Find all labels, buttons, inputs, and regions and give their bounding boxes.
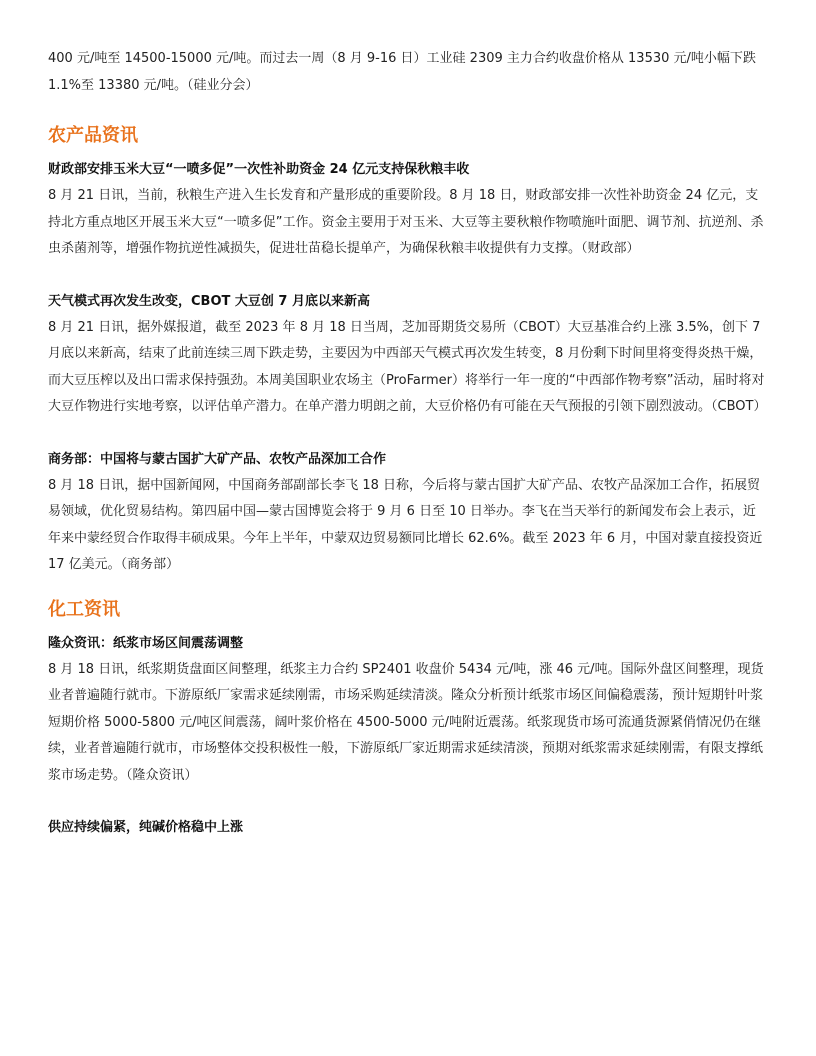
section-chemical [48, 595, 768, 842]
article-title: 财政部安排玉米大豆“一喷多促”一次性补助资金 24 亿元支持保秋粮丰收 [48, 162, 470, 177]
article-title: 隆众资讯：纸浆市场区间震荡调整 [48, 635, 244, 651]
article-title: 商务部：中国将与蒙古国扩大矿产品、农牧产品深加工合作 [48, 451, 387, 467]
article-body: 8 月 21 日讯，据外媒报道，截至 2023 年 8 月 18 日当周，芝加哥期货交易所（CBOT）大豆基准合约上涨 3.5%，创下 7 月底以来新高，结束了此前连续三周下跌走势，主要因为中西部天气模式再次发生转变，8 月份剩下时间里将变得炎热干燥，而大豆压榨以及出口需求保持强劲。本周美国职业农场主（ProFarmer）将举行一年一度的“中西部作物考察”活动，届时将对大豆作物进行实地考察，以评估单产潜力。在单产潜力明朗之前，大豆价格仍有可能在天气预报的引领下剧烈波动。（CBOT） [48, 319, 767, 414]
article-title: 供应持续偏紧，纯碱价格稳中上涨 [48, 820, 244, 835]
intro-paragraph: 400 元/吨至 14500-15000 元/吨。而过去一周（8 月 9-16 日）工业硅 2309 主力合约收盘价格从 13530 元/吨小幅下跌 1.1%至 13380 元/吨。（硅业分会） [48, 51, 756, 93]
article-body: 8 月 18 日讯，据中国新闻网，中国商务部副部长李飞 18 日称，今后将与蒙古国扩大矿产品、农牧产品深加工合作，拓展贸易领域，优化贸易结构。第四届中国—蒙古国博览会将于 9 月 6 日至 10 日举办。李飞在当天举行的新闻发布会上表示，近年来中蒙经贸合作取得丰硕成果。今年上半年，中蒙双边贸易额同比增长 62.6%。截至 2023 年 6 月，中国对蒙直接投资近 17 亿美元。（商务部） [48, 477, 763, 572]
section-heading-agriculture: 农产品资讯 [48, 125, 138, 146]
article-body: 8 月 18 日讯，纸浆期货盘面区间整理，纸浆主力合约 SP2401 收盘价 5434 元/吨，涨 46 元/吨。国际外盘区间整理，现货业者普遍随行就市。下游原纸厂家需求延续刚需，市场采购延续清淡。隆众分析预计纸浆市场区间偏稳震荡，预计短期针叶浆短期价格 5000-5800 元/吨区间震荡，阔叶浆价格在 4500-5000 元/吨附近震荡。纸浆现货市场可流通货源紧俏情况仍在继续，业者普遍随行就市，市场整体交投积极性一般，下游原纸厂家近期需求延续清淡，预期对纸浆需求延续刚需，有限支撑纸浆市场走势。（隆众资讯） [48, 661, 764, 783]
article-subsidy [48, 157, 768, 263]
section-heading-chemical: 化工资讯 [48, 598, 120, 620]
article-cbot-soybean [48, 289, 768, 421]
article-pulp-market [48, 631, 768, 790]
article-title: 天气模式再次发生改变，CBOT 大豆创 7 月底以来新高 [48, 293, 370, 309]
document-page [48, 46, 768, 867]
section-agriculture [48, 121, 768, 579]
article-mongolia-trade [48, 447, 768, 579]
article-body: 8 月 21 日讯，当前，秋粮生产进入生长发育和产量形成的重要阶段。8 月 18 日，财政部安排一次性补助资金 24 亿元，支持北方重点地区开展玉米大豆“一喷多促”工作。资金主要用于对玉米、大豆等主要秋粮作物喷施叶面肥、调节剂、抗逆剂、杀虫杀菌剂等，增强作物抗逆性减损失，促进壮苗稳长提单产，为确保秋粮丰收提供有力支撑。（财政部） [48, 188, 764, 256]
article-soda-ash [48, 815, 768, 841]
